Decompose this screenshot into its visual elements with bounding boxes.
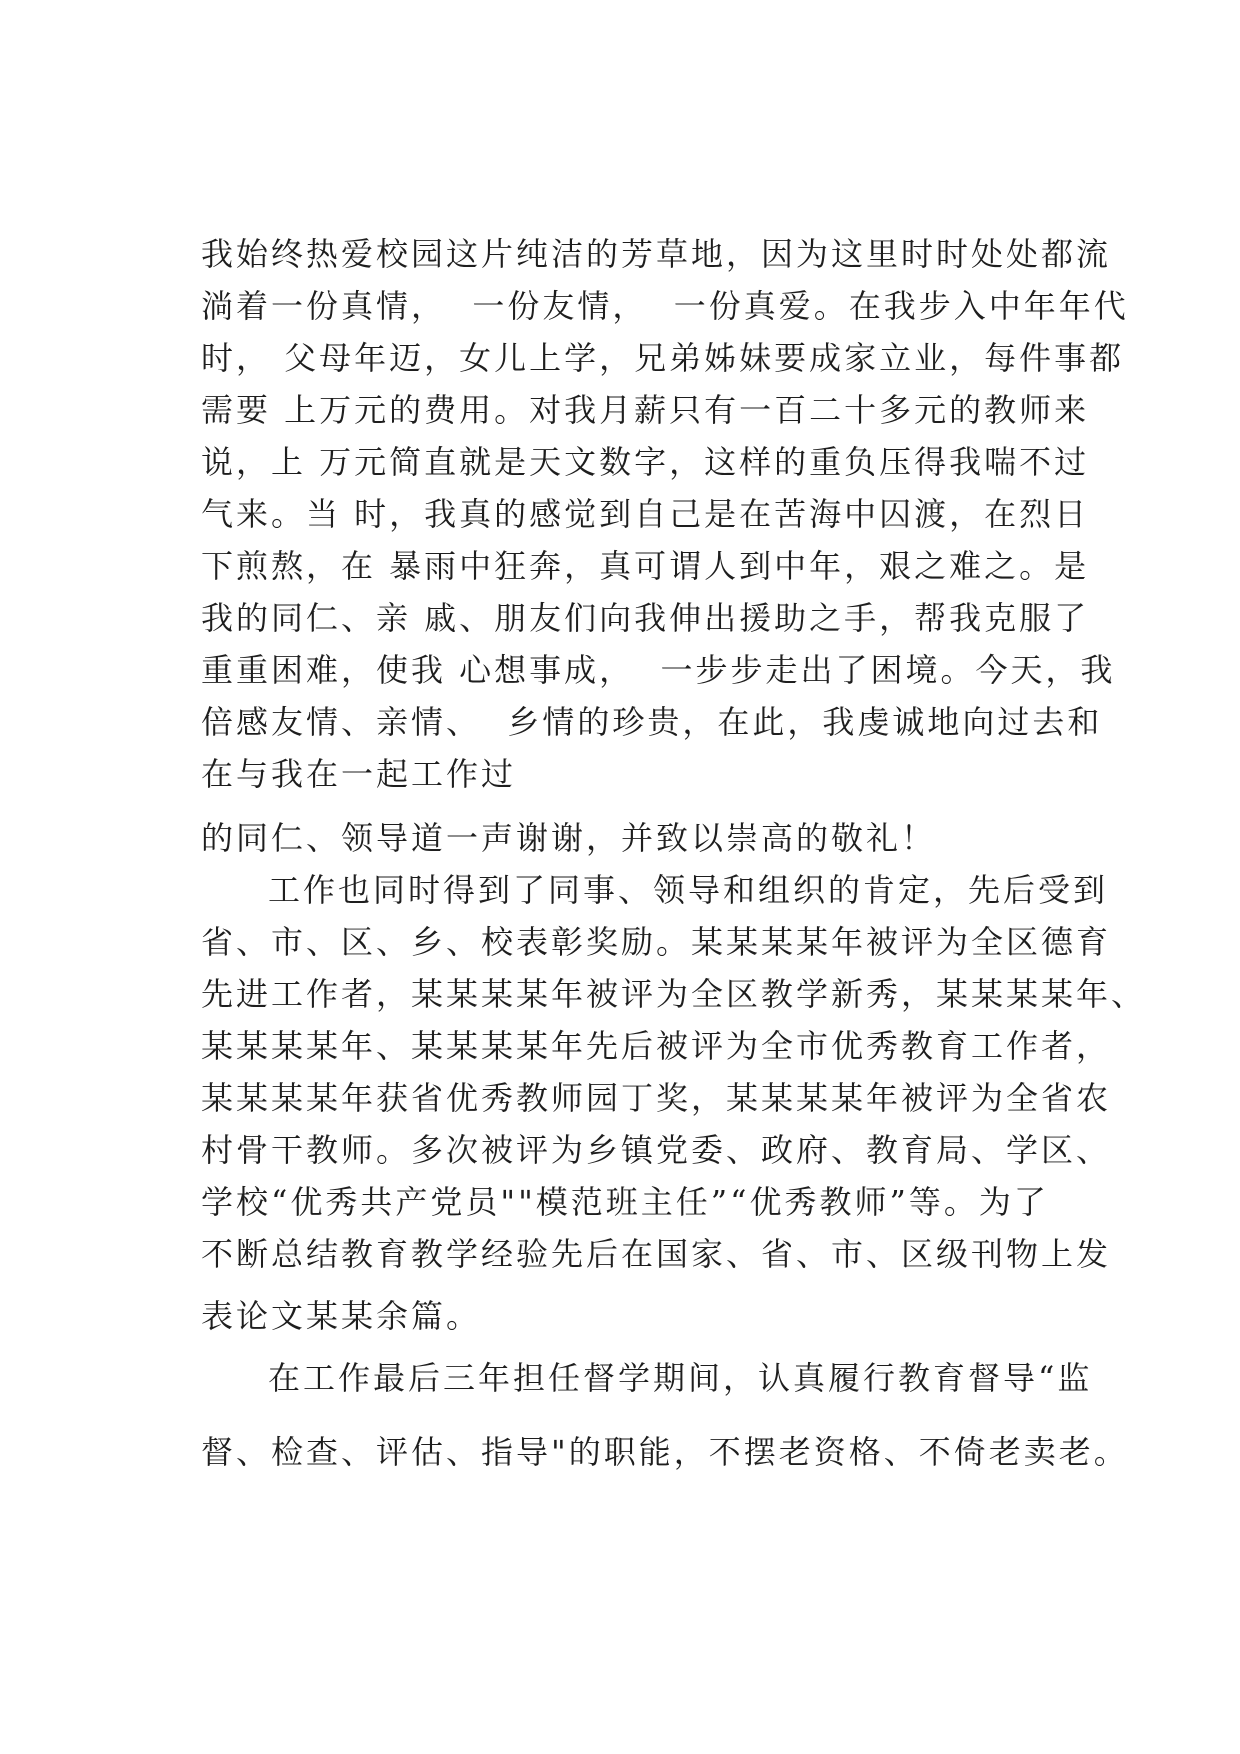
text-line: 气来。当 时，我真的感觉到自己是在苦海中囚渡，在烈日 [201, 495, 1090, 533]
text-line: 某某某某年、某某某某年先后被评为全市优秀教育工作者， [201, 1027, 1112, 1065]
text-line: 某某某某年获省优秀教师园丁奖，某某某某年被评为全省农 [201, 1079, 1112, 1117]
text-line: 督、检查、评估、指导"的职能，不摆老资格、不倚老卖老。 [201, 1433, 1129, 1471]
text-line: 不断总结教育教学经验先后在国家、省、市、区级刊物上发 [201, 1235, 1112, 1273]
text-line: 时， 父母年迈，女儿上学，兄弟姊妹要成家立业，每件事都 [201, 339, 1125, 377]
paragraph-first-line: 工作也同时得到了同事、领导和组织的肯定，先后受到 [268, 871, 1109, 909]
text-line: 我始终热爱校园这片纯洁的芳草地，因为这里时时处处都流 [201, 235, 1112, 273]
text-line: 在与我在一起工作过 [201, 755, 517, 793]
text-line: 倍感友情、亲情、 乡情的珍贵，在此，我虔诚地向过去和 [201, 703, 1103, 741]
paragraph-first-line: 在工作最后三年担任督学期间，认真履行教育督导“监 [268, 1359, 1093, 1397]
text-line: 说，上 万元简直就是天文数字，这样的重负压得我喘不过 [201, 443, 1090, 481]
text-line: 学校“优秀共产党员""模范班主任”“优秀教师”等。为了 [201, 1183, 1049, 1221]
text-line: 需要 上万元的费用。对我月薪只有一百二十多元的教师来 [201, 391, 1090, 429]
text-line: 先进工作者，某某某某年被评为全区教学新秀，某某某某年、 [201, 975, 1147, 1013]
text-line: 我的同仁、亲 戚、朋友们向我伸出援助之手，帮我克服了 [201, 599, 1090, 637]
text-line: 下煎熬，在 暴雨中狂奔，真可谓人到中年，艰之难之。是 [201, 547, 1090, 585]
text-line: 淌着一份真情， 一份友情， 一份真爱。在我步入中年年代 [201, 287, 1129, 325]
text-line: 省、市、区、乡、校表彰奖励。某某某某年被评为全区德育 [201, 923, 1112, 961]
text-line: 表论文某某余篇。 [201, 1297, 482, 1335]
text-line: 重重困难，使我 心想事成， 一步步走出了困境。今天，我 [201, 651, 1116, 689]
text-line: 村骨干教师。多次被评为乡镇党委、政府、教育局、学区、 [201, 1131, 1112, 1169]
text-line: 的同仁、领导道一声谢谢，并致以崇高的敬礼！ [201, 819, 937, 857]
